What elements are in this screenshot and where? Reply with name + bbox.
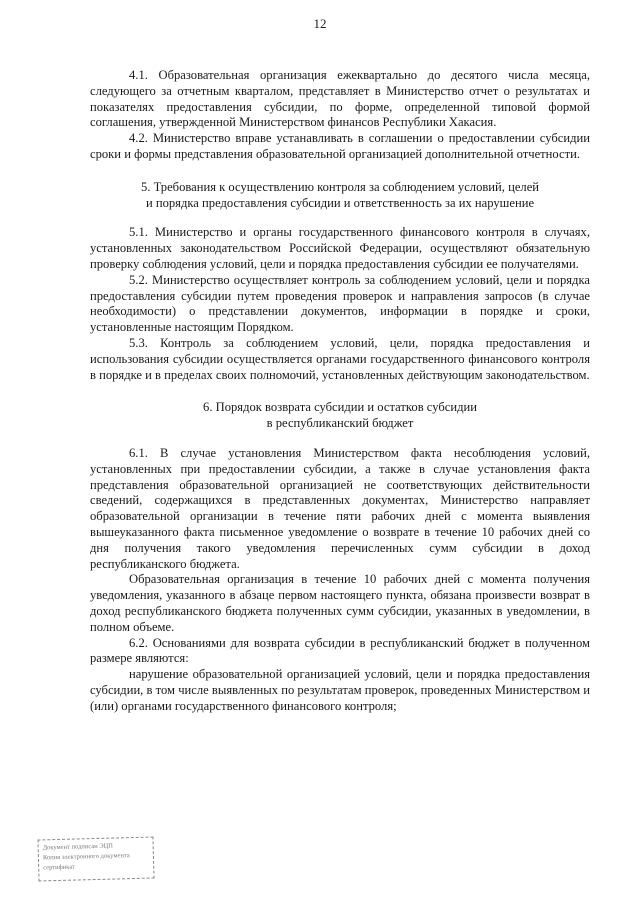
stamp-line-2: Копия электронного документа <box>42 852 130 862</box>
section-6-heading-line-1: 6. Порядок возврата субсидии и остатков субсидии <box>203 400 477 415</box>
section-6-heading-line-2: в республиканский бюджет <box>266 416 414 431</box>
paragraph-4-2: 4.2. Министерство вправе устанавливать в соглашении о предоставлении субсидии сроки и формы представления образовательной организацией дополнительной отчетности. <box>90 131 590 161</box>
paragraph-6-1: 6.1. В случае установления Министерством факта несоблюдения условий, установленных при предоставлении субсидии, а также в случае установления факта представления образовательной организацией не соответствующих действительности сведений, содержащихся в представленных документах, Министерство направляет образовательной организации в течение пяти рабочих дней с момента выявления вышеуказанного факта письменное уведомление о возврате в течение 10 рабочих дней со дня получения такого уведомления перечисленных сумм субсидии в доход республиканского бюджета. <box>90 445 590 571</box>
stamp-line-1: Документ подписан ЭЦП <box>42 842 114 852</box>
paragraph-5-3: 5.3. Контроль за соблюдением условий, цели, порядка предоставления и использования субсидии осуществляется органами государственного финансового контроля в порядке и в пределах своих полномочий, установленных действующим законодательством. <box>90 335 590 382</box>
electronic-signature-stamp <box>37 836 154 881</box>
section-5-heading-line-1: 5. Требования к осуществлению контроля за соблюдением условий, целей <box>140 179 540 194</box>
paragraph-6-1-second: Образовательная организация в течение 10 рабочих дней с момента получения уведомления, указанного в абзаце первом настоящего пункта, обязана произвести возврат в доход республиканского бюджета полученных сумм субсидии, указанных в уведомлении, в полном объеме. <box>90 572 590 634</box>
section-5-heading-line-2: и порядка предоставления субсидии и ответственность за их нарушение <box>145 195 535 210</box>
spacer <box>90 163 590 180</box>
paragraph-5-1: 5.1. Министерство и органы государственного финансового контроля в случаях, установленных законодательством Российской Федерации, осуществляют обязательную проверку соблюдения условий, цели и порядка предоставления субсидии ее получателями. <box>90 225 590 271</box>
paragraph-6-2-item: нарушение образовательной организацией условий, цели и порядка предоставления субсидии, в том числе выявленных по результатам проверок, проведенных Министерством и (или) органами государственного финансового контроля; <box>90 667 590 713</box>
document-body <box>90 68 590 714</box>
stamp-line-3: сертификат <box>43 863 75 872</box>
spacer <box>90 432 590 446</box>
paragraph-4-1: 4.1. Образовательная организация ежеквартально до десятого числа месяца, следующего за отчетным кварталом, представляет в Министерство отчет о результатах и показателях предоставления субсидии, по форме, определенной типовой формой соглашения, утвержденной Министерством финансов Республики Хакасия. <box>90 68 590 130</box>
page-number: 12 <box>313 16 327 31</box>
spacer <box>90 383 590 400</box>
spacer <box>90 211 590 225</box>
paragraph-6-2: 6.2. Основаниями для возврата субсидии в республиканский бюджет в полученном размере являются: <box>90 635 590 666</box>
paragraph-5-2: 5.2. Министерство осуществляет контроль за соблюдением условий, цели и порядка предоставления субсидии путем проведения проверок и направления запросов (в случае необходимости) о представлении документов, информации в порядке и сроки, установленные настоящим Порядком. <box>90 272 590 335</box>
